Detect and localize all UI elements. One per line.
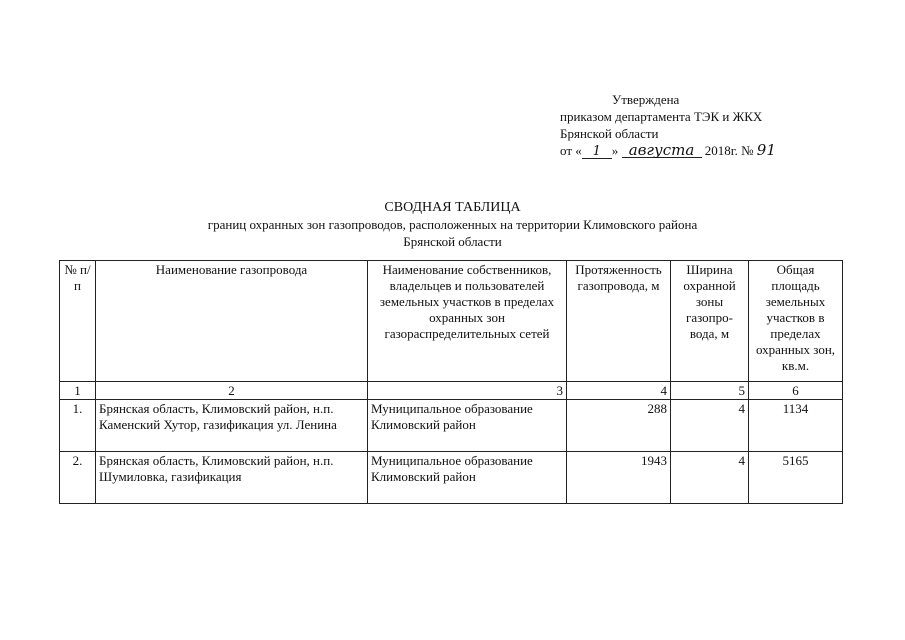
header-number: № п/п [60, 261, 96, 382]
date-month: августа [622, 144, 702, 158]
table-row [60, 400, 843, 452]
row-pipeline-name: Брянская область, Климовский район, н.п. Каменский Хутор, газификация ул. Ленина [96, 400, 368, 452]
date-mid: » [611, 143, 619, 158]
date-prefix: от « [560, 143, 582, 158]
column-number-row [60, 382, 843, 400]
header-zone-width: Ширина охранной зоны газопро-вода, м [671, 261, 749, 382]
column-number: 1 [60, 382, 96, 400]
date-day: 1 [582, 145, 612, 159]
table-row [60, 452, 843, 504]
row-width: 4 [671, 400, 749, 452]
row-area: 5165 [749, 452, 843, 504]
header-pipeline-name: Наименование газопровода [96, 261, 368, 382]
row-owner: Муниципальное образование Климовский район [368, 400, 567, 452]
approval-region: Брянской области [560, 126, 659, 141]
document-subtitle-region: Брянской области [403, 234, 502, 249]
row-pipeline-name: Брянская область, Климовский район, н.п. Шумиловка, газификация [96, 452, 368, 504]
header-length: Протяженность газопровода, м [567, 261, 671, 382]
approval-block [560, 91, 797, 159]
number-sign: № [741, 143, 754, 158]
row-area: 1134 [749, 400, 843, 452]
column-number: 5 [671, 382, 749, 400]
table-header-row [60, 261, 843, 382]
document-subtitle: границ охранных зон газопроводов, расположенных на территории Климовского района [207, 217, 698, 232]
header-area: Общая площадь земельных участков в пределах охранных зон, кв.м. [749, 261, 843, 382]
row-number: 2. [60, 452, 96, 504]
column-number: 2 [96, 382, 368, 400]
approval-order: приказом департамента ТЭК и ЖКХ [560, 109, 763, 124]
row-number: 1. [60, 400, 96, 452]
row-length: 288 [567, 400, 671, 452]
row-length: 1943 [567, 452, 671, 504]
summary-table [59, 260, 843, 504]
column-number: 4 [567, 382, 671, 400]
column-number: 6 [749, 382, 843, 400]
header-owners: Наименование собственников, владельцев и пользователей земельных участков в пределах охранных зон газораспределительных сетей [368, 261, 567, 382]
row-width: 4 [671, 452, 749, 504]
date-year: 2018г. [704, 143, 738, 158]
row-owner: Муниципальное образование Климовский район [368, 452, 567, 504]
approval-title: Утверждена [612, 92, 680, 107]
column-number: 3 [368, 382, 567, 400]
order-number: 91 [756, 141, 776, 159]
document-title: СВОДНАЯ ТАБЛИЦА [384, 200, 521, 215]
approval-date-line [560, 142, 797, 159]
